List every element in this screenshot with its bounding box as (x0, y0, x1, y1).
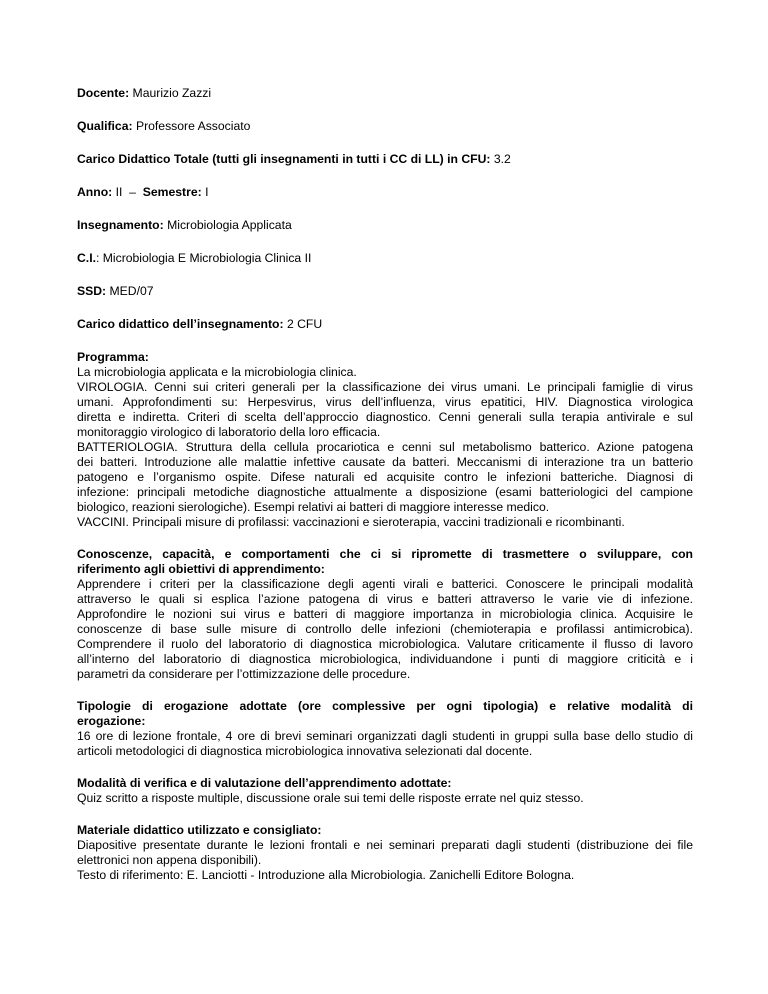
programma-line: dei batteri. Introduzione alle malattie infettive causate da batteri. Meccanismi di interazione tra un batterio (77, 455, 693, 469)
conoscenze-title-line: riferimento agli obiettivi di apprendimento: (77, 562, 325, 576)
materiale-line: Diapositive presentate durante le lezioni frontali e nei seminari preparati dagli studenti (distribuzione dei file (77, 838, 693, 852)
programma-line: BATTERIOLOGIA. Struttura della cellula procariotica e cenni sul metabolismo batterico. Azione patogena (77, 440, 693, 454)
tipologie-title-line: erogazione: (77, 714, 146, 728)
programma-line: infezione: principali metodiche diagnostiche attualmente a disposizione (esami batteriologici del campione (77, 485, 693, 499)
carico-totale-label: Carico Didattico Totale (tutti gli insegnamenti in tutti i CC di LL) in CFU: (77, 152, 491, 166)
insegnamento-label: Insegnamento: (77, 218, 164, 232)
programma-line: La microbiologia applicata e la microbiologia clinica. (77, 365, 357, 379)
programma-section (77, 350, 693, 530)
conoscenze-line: Apprendere i criteri per la classificazione degli agenti virali e batterici. Conoscere le principali modalità (77, 577, 693, 591)
conoscenze-line: Comprendere il ruolo del laboratorio di diagnostica microbiologica. Valutare criticamente il flusso di lavoro (77, 637, 693, 651)
programma-title: Programma: (77, 350, 149, 364)
programma-line: monitoraggio virologico di laboratorio della loro efficacia. (77, 425, 381, 439)
tipologie-title (77, 699, 693, 729)
docente-field (77, 86, 693, 101)
tipologie-section (77, 699, 693, 759)
verifica-title-line: Modalità di verifica e di valutazione dell’apprendimento adottate: (77, 776, 452, 790)
conoscenze-body (77, 577, 693, 682)
verifica-body (77, 791, 693, 806)
qualifica-label: Qualifica: (77, 119, 133, 133)
anno-semestre-field (77, 185, 693, 200)
ci-label: C.I. (77, 251, 96, 265)
tipologie-line: 16 ore di lezione frontale, 4 ore di brevi seminari organizzati dagli studenti in gruppi sulla base dello studio di (77, 729, 693, 743)
conoscenze-section (77, 547, 693, 682)
tipologie-body (77, 729, 693, 759)
materiale-title-line: Materiale didattico utilizzato e consigliato: (77, 823, 322, 837)
ssd-field (77, 284, 693, 299)
carico-insegnamento-label: Carico didattico dell’insegnamento: (77, 317, 284, 331)
ci-field (77, 251, 693, 266)
insegnamento-value: Microbiologia Applicata (167, 218, 292, 232)
tipologie-title-line: Tipologie di erogazione adottate (ore complessive per ogni tipologia) e relative modalità di (77, 699, 693, 713)
materiale-body (77, 838, 693, 883)
materiale-title (77, 823, 693, 838)
materiale-section (77, 823, 693, 883)
programma-line: VACCINI. Principali misure di profilassi: vaccinazioni e sieroterapia, vaccini tradizionali e ricombinanti. (77, 515, 625, 529)
carico-totale-field (77, 152, 693, 167)
anno-semestre-separator: – (129, 185, 136, 199)
anno-label: Anno: (77, 185, 113, 199)
programma-line: patogeno e l’organismo ospite. Difese naturali ed acquisite contro le infezioni batteriche. Diagnosi di (77, 470, 693, 484)
programma-line: umani. Approfondimenti su: Herpesvirus, virus dell’influenza, virus epatitici, HIV. Diagnostica virologica (77, 395, 693, 409)
tipologie-line: articoli metodologici di diagnostica microbiologica innovativa selezionati dal docente. (77, 744, 533, 758)
programma-body (77, 365, 693, 530)
conoscenze-line: parametri da considerare per l’ottimizzazione delle procedure. (77, 667, 411, 681)
docente-label: Docente: (77, 86, 130, 100)
conoscenze-title-line: Conoscenze, capacità, e comportamenti che ci si ripromette di trasmettere o sviluppare, con (77, 547, 693, 561)
insegnamento-field (77, 218, 693, 233)
ssd-label: SSD: (77, 284, 107, 298)
conoscenze-line: Approfondire le nozioni sui virus e batteri di maggiore importanza in microbiologia clinica. Acquisire le (77, 607, 693, 621)
conoscenze-line: attraverso le quali si esplica l’azione patogena di virus e batteri attraverso le varie vie di infezione. (77, 592, 693, 606)
conoscenze-line: all’interno del laboratorio di diagnostica microbiologica, individuandone i punti di maggiore criticità e i (77, 652, 693, 666)
qualifica-field (77, 119, 693, 134)
verifica-title (77, 776, 693, 791)
verifica-section (77, 776, 693, 806)
carico-totale-value: 3.2 (493, 152, 511, 166)
ssd-value: MED/07 (109, 284, 154, 298)
document-page (77, 86, 693, 900)
materiale-line: Testo di riferimento: E. Lanciotti - Introduzione alla Microbiologia. Zanichelli Editore Bologna. (77, 868, 575, 882)
verifica-line: Quiz scritto a risposte multiple, discussione orale sui temi delle risposte errate nel quiz stesso. (77, 791, 584, 805)
conoscenze-title (77, 547, 693, 577)
semestre-label: Semestre: (142, 185, 202, 199)
programma-line: VIROLOGIA. Cenni sui criteri generali per la classificazione dei virus umani. Le principali famiglie di virus (77, 380, 693, 394)
programma-line: biologico, reazioni sierologiche). Esempi relativi ai batteri di maggiore interesse medico. (77, 500, 550, 514)
programma-line: diretta e indiretta. Criteri di scelta dell’approccio diagnostico. Cenni generali sulla terapia antivirale e sul (77, 410, 693, 424)
semestre-value: I (205, 185, 209, 199)
carico-insegnamento-field (77, 317, 693, 332)
docente-value: Maurizio Zazzi (132, 86, 212, 100)
carico-insegnamento-value: 2 CFU (286, 317, 323, 331)
materiale-line: elettronici non appena disponibili). (77, 853, 262, 867)
anno-value: II (115, 185, 123, 199)
conoscenze-line: conoscenze di base sulle misure di controllo delle infezioni (chemioterapia e profilassi antimicrobica). (77, 622, 693, 636)
qualifica-value: Professore Associato (135, 119, 251, 133)
ci-value: : Microbiologia E Microbiologia Clinica II (95, 251, 312, 265)
